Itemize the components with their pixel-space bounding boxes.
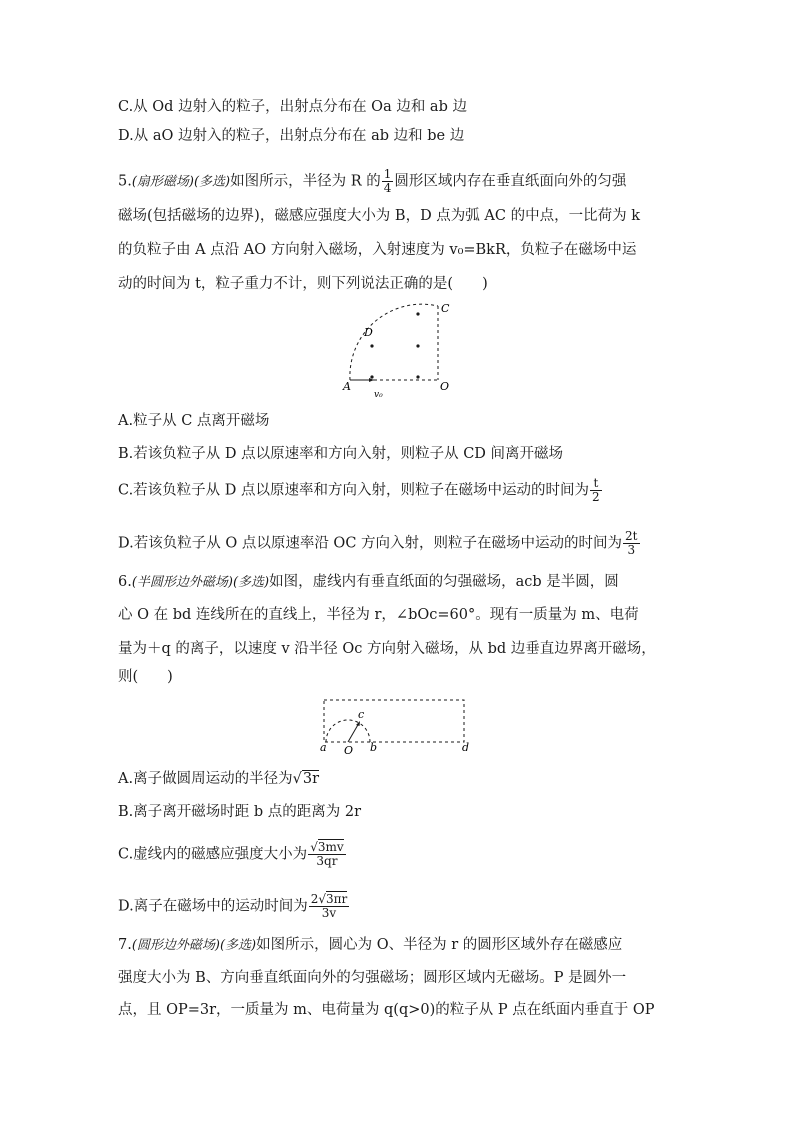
q7-stem-line-3: 点，且 OP=3r，一质量为 m、电荷量为 q(q>0)的粒子从 P 点在纸面内垂直于 OP [118, 1002, 655, 1018]
q6-option-c-text: C.虚线内的磁感应强度大小为 [118, 846, 308, 863]
q5-stem-line-2: 磁场(包括磁场的边界)，磁感应强度大小为 B，D 点为弧 AC 的中点，一比荷为 k [118, 208, 640, 224]
q7-tag: (圆形边外磁场)(多选) [131, 938, 257, 953]
q5-field-dot [416, 375, 419, 378]
q5-option-c-fraction: $\frac{t}{2}$ [592, 476, 600, 504]
q5-label-d: D [364, 326, 373, 339]
q6-label-b: b [370, 741, 378, 754]
q6-sqrt-expression: √3r [292, 771, 320, 787]
q5-option-d-fraction: $\frac{2t}{3}$ [625, 529, 638, 557]
q6-semicircle-acb [326, 720, 370, 742]
q6-label-d: d [462, 741, 470, 754]
q6-field-boundary [324, 700, 464, 742]
q5-line1-a: 如图所示，半径为 R 的 [230, 173, 381, 190]
q5-option-c-text: C.若该负粒子从 D 点以原速率和方向入射，则粒子在磁场中运动的时间为 [118, 482, 590, 499]
q7-line1: 如图所示，圆心为 O、半径为 r 的圆形区域外存在磁感应 [256, 937, 623, 953]
q5-label-v0: v₀ [374, 390, 383, 398]
q6-line1: 如图，虚线内有垂直纸面的匀强磁场，acb 是半圆，圆 [269, 574, 619, 590]
q5-arc-ac [350, 304, 438, 380]
q6-tag: (半圆形边外磁场)(多选) [131, 575, 270, 590]
q5-option-c [118, 477, 603, 504]
q5-field-dot [416, 344, 419, 347]
q5-field-dot [370, 344, 373, 347]
q5-option-d-text: D.若该负粒子从 O 点以原速率沿 OC 方向入射，则粒子在磁场中运动的时间为 [118, 535, 623, 552]
q4-option-d: D.从 aO 边射入的粒子，出射点分布在 ab 边和 be 边 [118, 128, 465, 144]
q5-arrow-head [369, 378, 374, 382]
q6-label-o: O [344, 744, 354, 756]
q6-stem-line-1 [118, 571, 619, 594]
q5-stem-line-1 [118, 168, 626, 195]
q5-field-dot [416, 312, 419, 315]
q4-option-c: C.从 Od 边射入的粒子，出射点分布在 Oa 边和 ab 边 [118, 99, 467, 115]
q6-option-c-fraction: $\frac{√3mv}{3qr}$ [310, 840, 344, 868]
q6-figure [316, 692, 476, 756]
q7-stem-line-2: 强度大小为 B、方向垂直纸面向外的匀强磁场；圆形区域内无磁场。P 是圆外一 [118, 970, 627, 986]
q6-option-d [118, 893, 350, 920]
q6-stem-line-3: 量为＋q 的离子，以速度 v 沿半径 Oc 方向射入磁场，从 bd 边垂直边界离开磁场， [118, 641, 656, 657]
q5-label-a: A [343, 380, 351, 393]
q5-option-b: B.若该负粒子从 D 点以原速率和方向入射，则粒子从 CD 间离开磁场 [118, 446, 564, 462]
q6-label-a: a [320, 741, 327, 754]
q5-line1-b: 圆形区域内存在垂直纸面向外的匀强 [394, 173, 627, 190]
q5-tag: (扇形磁场)(多选) [131, 174, 231, 190]
q5-stem-line-4: 动的时间为 t，粒子重力不计，则下列说法正确的是( ) [118, 276, 488, 292]
q5-figure [340, 298, 460, 398]
q5-quarter-fraction: $\frac{1}{4}$ [383, 167, 392, 195]
q6-label-c: c [358, 708, 365, 721]
q6-option-c [118, 841, 347, 868]
q5-stem-line-3: 的负粒子由 A 点沿 AO 方向射入磁场，入射速度为 v₀=BkR，负粒子在磁场中运 [118, 242, 637, 258]
q6-option-a-text: A.离子做圆周运动的半径为 [118, 771, 293, 787]
q6-option-d-text: D.离子在磁场中的运动时间为 [118, 898, 308, 915]
q6-option-b: B.离子离开磁场时距 b 点的距离为 2r [118, 804, 362, 820]
q5-label-o: O [440, 380, 450, 393]
q5-field-dot [370, 375, 373, 378]
q5-option-a: A.粒子从 C 点离开磁场 [118, 413, 270, 429]
q7-number: 7. [118, 937, 132, 953]
q5-number: 5. [118, 173, 132, 190]
q5-label-c: C [441, 302, 450, 315]
q5-option-d [118, 530, 641, 557]
q6-option-d-fraction: $\frac{2√3\pi r}{3v}$ [310, 892, 348, 920]
q6-option-a [118, 768, 319, 790]
q6-stem-line-2: 心 O 在 bd 连线所在的直线上，半径为 r，∠bOc=60°。现有一质量为 m、电荷 [118, 607, 639, 623]
q6-radius-oc [348, 723, 359, 742]
q6-stem-line-4: 则( ) [118, 669, 173, 685]
q6-number: 6. [118, 574, 132, 590]
q7-stem-line-1 [118, 934, 622, 957]
